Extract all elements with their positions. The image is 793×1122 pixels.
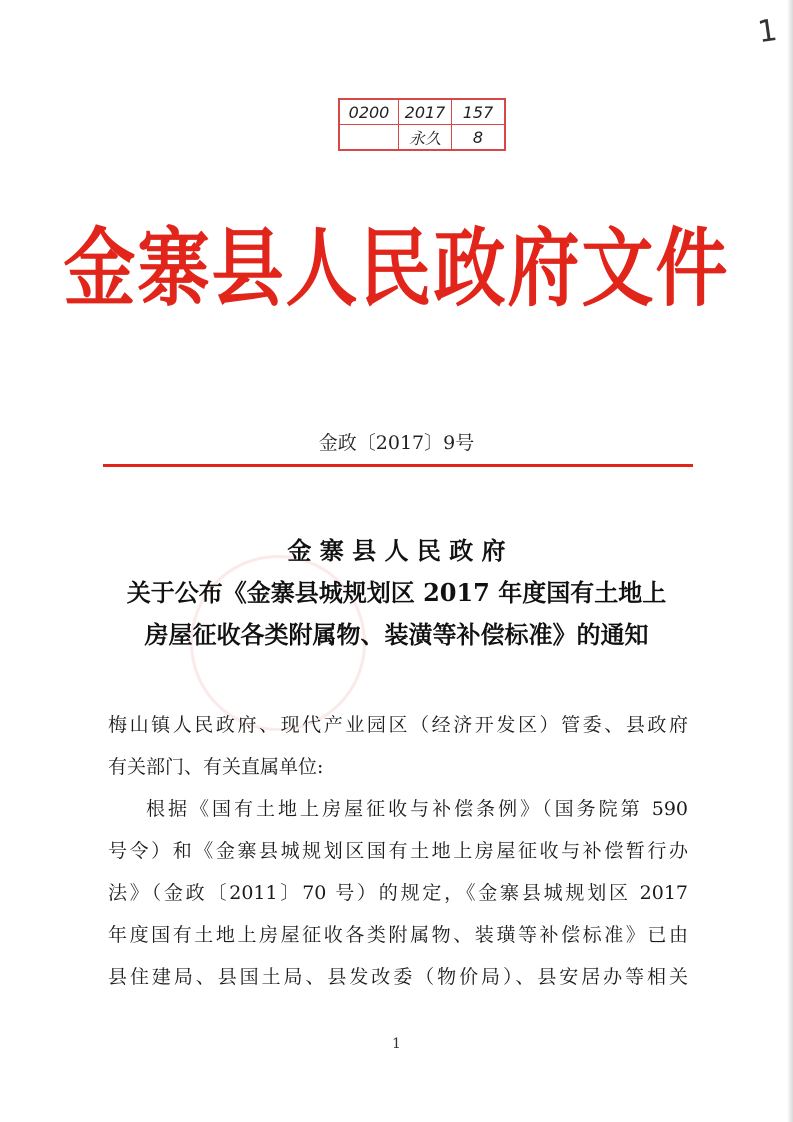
red-divider-line	[103, 464, 693, 467]
stamp-cell: 2017	[399, 100, 452, 125]
handwritten-page-mark: 1	[755, 12, 780, 51]
stamp-cell: 永久	[399, 125, 452, 150]
body-text	[108, 704, 688, 998]
archive-stamp	[338, 98, 506, 151]
document-header-title: 金寨县人民政府文件	[63, 218, 730, 318]
document-number: 金政〔2017〕9号	[318, 432, 475, 454]
body-line: 梅山镇人民政府、现代产业园区（经济开发区）管委、县政府	[108, 714, 688, 736]
body-line: 年度国有土地上房屋征收各类附属物、装璜等补偿标准》已由	[108, 924, 688, 946]
notice-title-line: 金 寨 县 人 民 政 府	[287, 536, 506, 565]
page-number: 1	[392, 1036, 401, 1052]
stamp-cell: 0200	[340, 100, 399, 125]
notice-title	[0, 530, 793, 656]
body-line: 根据《国有土地上房屋征收与补偿条例》（国务院第 590	[146, 798, 688, 820]
stamp-cell: 8	[452, 125, 505, 150]
stamp-cell: 157	[452, 100, 505, 125]
body-line: 县住建局、县国土局、县发改委（物价局）、县安居办等相关	[108, 966, 688, 988]
body-line: 有关部门、有关直属单位:	[108, 756, 324, 778]
notice-title-line: 关于公布《金寨县城规划区 2017 年度国有土地上	[126, 578, 667, 607]
stamp-cell	[340, 125, 399, 150]
notice-title-line: 房屋征收各类附属物、装潢等补偿标准》的通知	[144, 620, 649, 649]
body-line: 号令）和《金寨县城规划区国有土地上房屋征收与补偿暂行办	[108, 840, 688, 862]
body-line: 法》（金政〔2011〕70 号）的规定，《金寨县城规划区 2017	[108, 882, 688, 904]
